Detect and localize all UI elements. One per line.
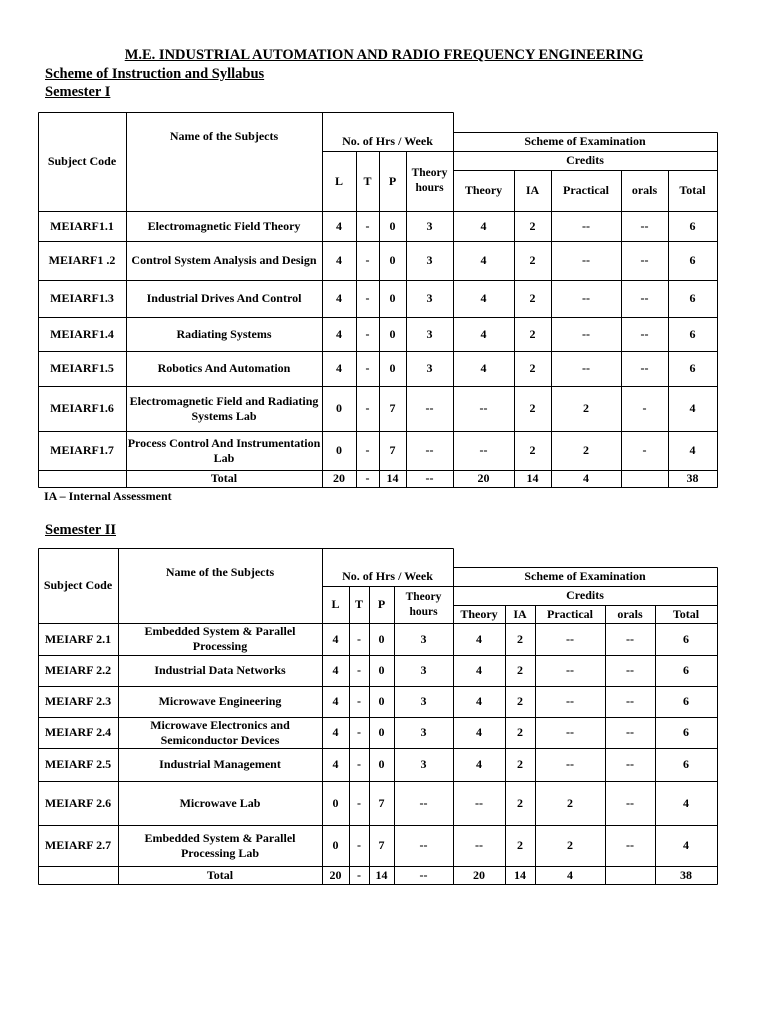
cell-T: - <box>365 443 370 457</box>
subject-code-cell: MEIARF1.6 <box>50 401 114 415</box>
header-L: L <box>334 173 343 188</box>
cell-total: 6 <box>683 631 689 646</box>
cell-total: 6 <box>683 725 689 739</box>
subject-code-cell: MEIARF 2.2 <box>44 663 112 677</box>
cell-th: 3 <box>426 326 433 341</box>
semester-1-heading: Semester I <box>45 84 111 100</box>
total-L: 20 <box>329 867 342 882</box>
cell-th: 3 <box>426 218 433 233</box>
total-L: 20 <box>333 471 345 485</box>
cell-P: 7 <box>389 401 396 415</box>
subject-name-cell: Electromagnetic Field and Radiating Systems Lab <box>129 393 319 423</box>
cell-L: 4 <box>336 361 342 375</box>
total-theory: 20 <box>473 867 485 882</box>
cell-th: 3 <box>426 253 433 267</box>
cell-orals: -- <box>626 757 634 771</box>
cell-ia: 2 <box>529 291 536 305</box>
cell-theory: 4 <box>480 361 487 375</box>
cell-P: 7 <box>378 838 385 852</box>
cell-T: - <box>357 725 361 739</box>
cell-P: 0 <box>378 757 385 771</box>
header-orals: orals <box>617 606 643 621</box>
cell-practical: 2 <box>583 443 589 457</box>
total-T: - <box>357 867 361 882</box>
cell-T: - <box>365 326 370 341</box>
cell-total: 6 <box>689 291 696 305</box>
cell-theory: 4 <box>476 631 482 646</box>
subject-code-cell: MEIARF1.4 <box>50 326 114 341</box>
cell-theory: -- <box>479 401 488 415</box>
cell-L: 4 <box>336 218 342 233</box>
cell-P: 0 <box>389 326 396 341</box>
cell-L: 0 <box>332 838 339 852</box>
cell-th: -- <box>425 401 434 415</box>
cell-th: -- <box>419 795 428 810</box>
cell-L: 4 <box>332 694 339 708</box>
total-total: 38 <box>686 471 699 485</box>
cell-ia: 2 <box>529 443 536 457</box>
cell-ia: 2 <box>529 326 536 341</box>
cell-T: - <box>357 757 361 771</box>
cell-total: 6 <box>689 326 696 341</box>
header-subject-code: Subject Code <box>43 578 113 592</box>
cell-total: 4 <box>689 443 696 457</box>
cell-L: 0 <box>336 443 342 457</box>
header-total: Total <box>672 606 700 621</box>
subject-name-cell: Microwave Engineering <box>158 694 282 708</box>
header-subject-name: Name of the Subjects <box>169 129 279 143</box>
cell-practical: -- <box>582 326 590 341</box>
total-practical: 4 <box>567 867 573 882</box>
cell-L: 4 <box>332 631 339 646</box>
page-subtitle: Scheme of Instruction and Syllabus <box>45 66 265 82</box>
cell-L: 4 <box>336 326 342 341</box>
cell-total: 6 <box>683 663 689 677</box>
header-credits: Credits <box>566 588 604 602</box>
cell-P: 0 <box>389 253 396 267</box>
cell-th: 3 <box>420 725 427 739</box>
subject-name-cell: Industrial Data Networks <box>154 663 286 677</box>
subject-name-cell: Microwave Lab <box>179 795 261 810</box>
cell-practical: 2 <box>583 401 589 415</box>
header-P: P <box>388 173 397 188</box>
cell-total: 4 <box>689 401 696 415</box>
cell-practical: -- <box>582 253 590 267</box>
total-P: 14 <box>375 867 388 882</box>
header-theory: Theory <box>460 606 498 621</box>
cell-L: 0 <box>336 401 342 415</box>
cell-P: 0 <box>378 663 385 677</box>
cell-th: -- <box>425 443 434 457</box>
cell-theory: 4 <box>476 663 482 677</box>
cell-practical: 2 <box>567 838 573 852</box>
header-ia: IA <box>513 606 527 621</box>
total-total: 38 <box>680 867 692 882</box>
cell-T: - <box>365 291 370 305</box>
cell-orals: -- <box>626 795 634 810</box>
subject-name-cell: Microwave Electronics and Semiconductor Devices <box>150 717 290 747</box>
cell-theory: 4 <box>480 291 487 305</box>
cell-th: 3 <box>420 663 427 677</box>
cell-th: 3 <box>420 757 427 771</box>
header-T: T <box>363 173 372 188</box>
cell-theory: 4 <box>476 725 482 739</box>
cell-theory: -- <box>475 838 483 852</box>
total-label: Total <box>210 471 238 485</box>
cell-orals: -- <box>640 218 649 233</box>
cell-L: 4 <box>332 757 339 771</box>
cell-theory: 4 <box>480 253 487 267</box>
total-ia: 14 <box>526 471 539 485</box>
subject-name-cell: Process Control And Instrumentation Lab <box>127 435 321 465</box>
header-subject-name: Name of the Subjects <box>165 564 275 579</box>
cell-th: -- <box>419 838 428 852</box>
cell-ia: 2 <box>517 725 523 739</box>
total-th: -- <box>419 867 428 882</box>
cell-orals: - <box>642 443 647 457</box>
subject-code-cell: MEIARF1.3 <box>50 291 114 305</box>
cell-orals: -- <box>640 253 649 267</box>
cell-P: 0 <box>389 361 396 375</box>
subject-code-cell: MEIARF1.1 <box>50 218 114 233</box>
cell-T: - <box>365 253 370 267</box>
cell-theory: 4 <box>480 326 487 341</box>
cell-practical: -- <box>566 631 574 646</box>
cell-P: 0 <box>378 631 385 646</box>
subject-name-cell: Industrial Management <box>159 757 281 771</box>
cell-total: 6 <box>689 253 696 267</box>
cell-L: 4 <box>332 725 339 739</box>
cell-total: 6 <box>689 218 696 233</box>
cell-practical: -- <box>566 725 574 739</box>
semester-2-heading: Semester II <box>45 522 117 538</box>
subject-code-cell: MEIARF1 .2 <box>48 253 116 267</box>
cell-L: 4 <box>336 253 342 267</box>
cell-orals: -- <box>626 838 634 852</box>
cell-orals: -- <box>640 326 649 341</box>
cell-total: 4 <box>683 838 689 852</box>
subject-name-cell: Electromagnetic Field Theory <box>147 218 301 233</box>
cell-th: 3 <box>426 361 433 375</box>
cell-practical: -- <box>566 663 574 677</box>
total-ia: 14 <box>514 867 526 882</box>
header-hours-per-week: No. of Hrs / Week <box>342 134 433 148</box>
cell-orals: -- <box>640 361 649 375</box>
cell-T: - <box>365 218 370 233</box>
cell-P: 0 <box>378 725 385 739</box>
subject-code-cell: MEIARF 2.6 <box>44 795 112 810</box>
total-theory: 20 <box>477 471 490 485</box>
cell-P: 7 <box>378 795 385 810</box>
cell-practical: -- <box>566 694 574 708</box>
subject-code-cell: MEIARF1.7 <box>50 443 114 457</box>
subject-name-cell: Embedded System & Parallel Processing <box>144 624 296 653</box>
cell-ia: 2 <box>529 253 536 267</box>
total-T: - <box>365 471 370 485</box>
cell-theory: -- <box>475 795 483 810</box>
cell-ia: 2 <box>529 401 536 415</box>
cell-theory: 4 <box>480 218 487 233</box>
total-orals <box>605 866 655 884</box>
cell-T: - <box>357 795 361 810</box>
cell-orals: -- <box>640 291 649 305</box>
cell-theory: 4 <box>476 694 482 708</box>
header-practical: Practical <box>547 606 593 621</box>
cell-T: - <box>365 401 370 415</box>
cell-ia: 2 <box>517 694 523 708</box>
cell-total: 4 <box>683 795 689 810</box>
cell-ia: 2 <box>517 757 523 771</box>
cell-P: 0 <box>389 291 396 305</box>
header-L: L <box>331 597 340 611</box>
cell-theory: 4 <box>476 757 482 771</box>
cell-total: 6 <box>689 361 696 375</box>
cell-L: 0 <box>332 795 339 810</box>
total-practical: 4 <box>583 471 589 485</box>
cell-orals: -- <box>626 725 634 739</box>
header-T: T <box>354 597 363 611</box>
footnote: IA – Internal Assessment <box>44 489 172 503</box>
cell-ia: 2 <box>517 795 523 810</box>
header-theory-hours: Theory hours <box>405 590 442 618</box>
header-orals: orals <box>631 183 658 197</box>
cell-total: 6 <box>683 757 689 771</box>
total-label: Total <box>206 867 234 882</box>
header-scheme-of-examination: Scheme of Examination <box>524 134 646 148</box>
cell-T: - <box>357 631 361 646</box>
cell-P: 0 <box>378 694 385 708</box>
header-P: P <box>377 597 386 611</box>
subject-name-cell: Robotics And Automation <box>157 361 291 375</box>
header-subject-code: Subject Code <box>47 154 117 168</box>
subject-code-cell: MEIARF 2.7 <box>44 838 112 852</box>
cell-P: 0 <box>389 218 396 233</box>
cell-ia: 2 <box>517 663 523 677</box>
total-th: -- <box>425 471 434 485</box>
cell-T: - <box>365 361 370 375</box>
header-practical: Practical <box>563 183 609 197</box>
subject-code-cell: MEIARF 2.3 <box>44 694 112 708</box>
cell-practical: -- <box>582 361 590 375</box>
header-hours-per-week: No. of Hrs / Week <box>342 569 433 583</box>
header-theory-hours: Theory hours <box>411 167 448 194</box>
cell-L: 4 <box>336 291 342 305</box>
cell-T: - <box>357 663 361 677</box>
cell-th: 3 <box>426 291 433 305</box>
cell-T: - <box>357 694 361 708</box>
cell-practical: 2 <box>567 795 573 810</box>
subject-name-cell: Industrial Drives And Control <box>146 291 302 305</box>
cell-practical: -- <box>566 757 574 771</box>
cell-orals: -- <box>626 631 634 646</box>
subject-code-cell: MEIARF1.5 <box>50 361 114 375</box>
cell-practical: -- <box>582 218 590 233</box>
cell-L: 4 <box>332 663 339 677</box>
cell-orals: - <box>642 401 647 415</box>
cell-ia: 2 <box>517 838 523 852</box>
cell-orals: -- <box>626 663 634 677</box>
cell-P: 7 <box>389 443 396 457</box>
cell-ia: 2 <box>529 361 536 375</box>
cell-theory: -- <box>479 443 488 457</box>
header-total: Total <box>679 183 706 197</box>
header-ia: IA <box>525 183 540 197</box>
header-credits: Credits <box>566 153 604 167</box>
subject-name-cell: Control System Analysis and Design <box>131 253 317 267</box>
total-P: 14 <box>386 471 399 485</box>
subject-code-cell: MEIARF 2.1 <box>44 631 112 646</box>
page-title: M.E. INDUSTRIAL AUTOMATION AND RADIO FREQUENCY ENGINEERING <box>124 47 644 63</box>
cell-T: - <box>357 838 361 852</box>
header-scheme-of-examination: Scheme of Examination <box>524 569 646 583</box>
cell-practical: -- <box>582 291 590 305</box>
subject-code-cell: MEIARF 2.4 <box>44 725 112 739</box>
cell-total: 6 <box>683 694 689 708</box>
subject-name-cell: Embedded System & Parallel Processing Lab <box>144 830 296 860</box>
header-theory: Theory <box>464 183 503 197</box>
cell-ia: 2 <box>529 218 536 233</box>
subject-name-cell: Radiating Systems <box>176 326 272 341</box>
cell-th: 3 <box>420 631 427 646</box>
cell-orals: -- <box>626 694 634 708</box>
subject-code-cell: MEIARF 2.5 <box>44 757 112 771</box>
cell-ia: 2 <box>517 631 523 646</box>
cell-th: 3 <box>420 694 427 708</box>
